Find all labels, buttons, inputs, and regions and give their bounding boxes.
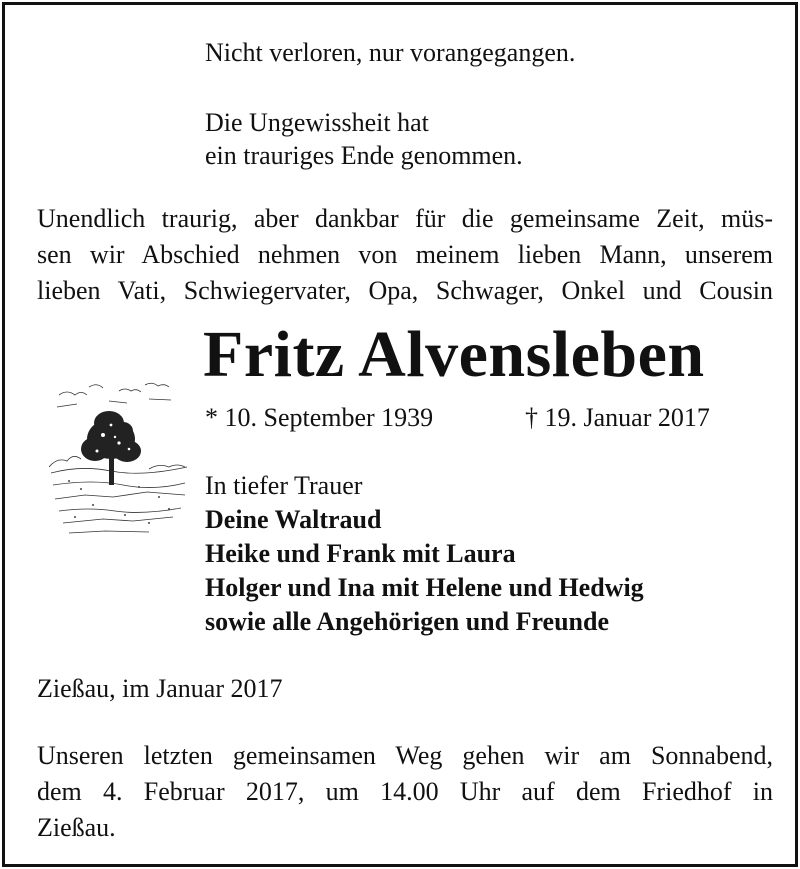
intro-paragraph bbox=[37, 201, 773, 309]
mourner-line-3: Holger und Ina mit Helene und Hedwig bbox=[205, 573, 644, 602]
intro-line-2: sen wir Abschied nehmen von meinem lieben Mann, unserem bbox=[37, 240, 773, 269]
mourners-heading: In tiefer Trauer bbox=[205, 471, 363, 500]
mourner-line-2: Heike und Frank mit Laura bbox=[205, 539, 516, 568]
motto-line-2: Die Ungewissheit hat bbox=[205, 108, 429, 137]
death-date: † 19. Januar 2017 bbox=[525, 403, 710, 432]
funeral-line-1: Unseren letzten gemeinsamen Weg gehen wir am Sonnabend, bbox=[37, 741, 773, 770]
intro-line-3: lieben Vati, Schwiegervater, Opa, Schwager, Onkel und Cousin bbox=[37, 276, 773, 305]
tree-landscape-icon bbox=[49, 377, 189, 537]
birth-date: * 10. September 1939 bbox=[205, 403, 434, 432]
obituary-notice bbox=[2, 2, 798, 867]
mourner-line-1: Deine Waltraud bbox=[205, 505, 382, 534]
mourner-line-4: sowie alle Angehörigen und Freunde bbox=[205, 607, 610, 636]
motto-line-1: Nicht verloren, nur vorangegangen. bbox=[205, 38, 576, 67]
place-date: Zießau, im Januar 2017 bbox=[37, 674, 283, 703]
funeral-paragraph bbox=[37, 738, 773, 846]
intro-line-1: Unendlich traurig, aber dankbar für die gemeinsame Zeit, müs- bbox=[37, 204, 773, 233]
funeral-line-3: Zießau. bbox=[37, 813, 116, 842]
motto-line-3: ein trauriges Ende genommen. bbox=[205, 141, 523, 170]
deceased-name: Fritz Alvensleben bbox=[203, 318, 705, 391]
funeral-line-2: dem 4. Februar 2017, um 14.00 Uhr auf dem Friedhof in bbox=[37, 777, 773, 806]
